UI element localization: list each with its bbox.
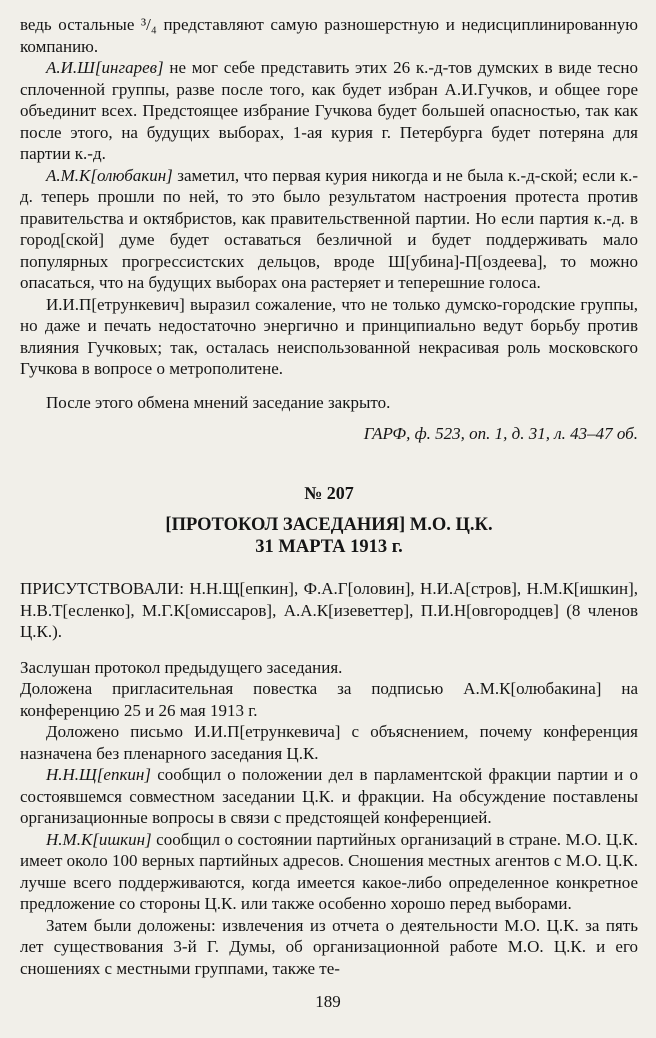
- paragraph-petrunkevich: И.И.П[етрункевич] выразил сожаление, что не только думско-городские группы, но даже и печать недостаточно энергично и принципиально ведут борьбу против влияния Гучковых; так, осталась неиспользованной некрасивая роль московского Гучкова в вопросе о метрополитене.: [20, 294, 638, 378]
- archive-source: ГАРФ, ф. 523, оп. 1, д. 31, л. 43–47 об.: [363, 424, 638, 443]
- speaker-name: Н.М.К[ишкин]: [46, 829, 152, 849]
- agenda-item: [20, 764, 638, 829]
- agenda-item: [20, 829, 638, 915]
- attendees: ПРИСУТСТВОВАЛИ: Н.Н.Щ[епкин], Ф.А.Г[оловин], Н.И.А[стров], Н.М.К[ишкин], Н.В.Т[есленко], М.Г.К[омиссаров], А.А.К[изеветтер], П.И.Н[овгородцев] (8 членов Ц.К.).: [20, 579, 638, 641]
- paragraph-text: не мог себе представить этих 26 к.-д-тов думских в виде тесно сплоченной группы, разве после того, как будет избран А.И.Гучков, и общее горе объединит всех. Предстоящее избрание Гучкова будет большей опасностью, так как после этого, на будущих выборах, 1-ая курия г. Петербурга будет потеряна для партии к.-д.: [20, 58, 638, 163]
- document-date: 31 МАРТА 1913 г.: [255, 537, 403, 557]
- document-title: [ПРОТОКОЛ ЗАСЕДАНИЯ] М.О. Ц.К.: [165, 515, 493, 535]
- speaker-name: А.М.К[олюбакин]: [46, 165, 173, 185]
- page-content: [20, 14, 638, 979]
- speaker-name: Н.Н.Щ[епкин]: [46, 765, 151, 784]
- document-number: № 207: [304, 482, 354, 503]
- page-number: 189: [315, 992, 341, 1011]
- agenda-item: Затем были доложены: извлечения из отчета о деятельности М.О. Ц.К. за пять лет существования 3-й Г. Думы, об организационной работе М.О. Ц.К. и его сношениях с местными группами, также те-: [20, 915, 638, 978]
- agenda-item: Доложено письмо И.И.П[етрункевича] с объяснением, почему конференция назначена без пленарного заседания Ц.К.: [20, 722, 638, 763]
- paragraph-closing: После этого обмена мнений заседание закрыто.: [46, 392, 391, 412]
- speaker-name: А.И.Ш[ингарев]: [46, 58, 164, 77]
- paragraph-intro: ведь остальные ³/₄ представляют самую разношерстную и недисциплинированную компанию.: [20, 15, 638, 56]
- paragraph-text: сообщил о состоянии партийных организаций в стране. М.О. Ц.К. имеет около 100 верных партийных адресов. Сношения местных агентов с М.О. Ц.К. лучше всего поддерживаются, когда имеется какое-либо определенное конкретное предложение со стороны Ц.К. или также особенно хорошо перед выборами.: [20, 829, 638, 913]
- paragraph-kolyubakin: [20, 165, 638, 294]
- paragraph-shingarev: [20, 57, 638, 165]
- agenda-item: Заслушан протокол предыдущего заседания.: [20, 657, 343, 677]
- paragraph-text: заметил, что первая курия никогда и не была к.-д-ской; если к.-д. теперь прошли по ней, то это было результатом настроения протеста против правительства и октябристов, как правительственной партии. Но если партия к.-д. в город[ской] думе будет оставаться безличной и будет поддерживать мало популярных прогрессистских дельцов, вроде Ш[убина]-П[оздеева], то можно опасаться, что на будущих выборах она растеряет и теперешние голоса.: [20, 165, 638, 292]
- paragraph-text: сообщил о положении дел в парламентской фракции партии и о состоявшемся совместном заседании Ц.К. и фракции. На обсуждение поставлены организационные вопросы в связи с предстоящей конференцией.: [20, 765, 638, 827]
- agenda-item: Доложена пригласительная повестка за подписью А.М.К[олюбакина] на конференцию 25 и 26 мая 1913 г.: [20, 679, 638, 720]
